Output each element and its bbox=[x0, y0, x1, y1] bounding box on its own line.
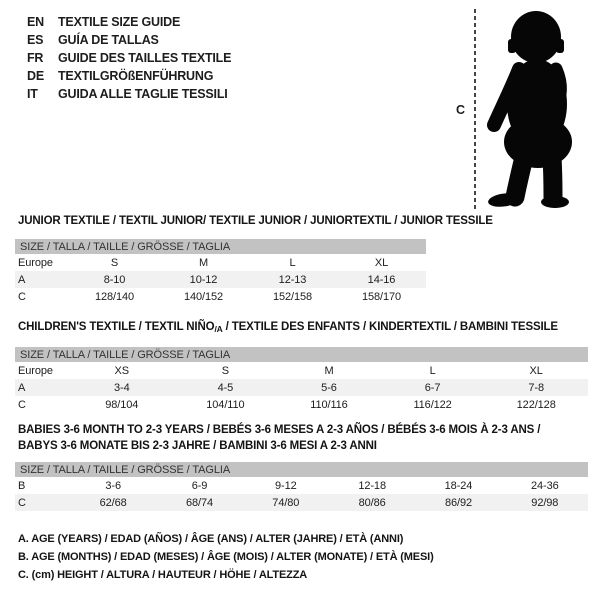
cell: 158/170 bbox=[361, 290, 402, 303]
col-header: XL bbox=[374, 256, 389, 269]
babies-title-line2: BABYS 3-6 MONATE BIS 2-3 JAHRE / BAMBINI 3-6 MESI A 2-3 ANNI bbox=[18, 439, 377, 452]
baby-arm-right bbox=[554, 69, 560, 111]
cell: 14-16 bbox=[337, 271, 426, 288]
cell: 7-8 bbox=[484, 379, 588, 396]
cell: 18-24 bbox=[444, 479, 473, 492]
size-header-bar bbox=[15, 239, 426, 254]
lang-title: GUÍA DE TALLAS bbox=[58, 33, 159, 47]
row-label: C bbox=[15, 494, 70, 511]
region-label: Europe bbox=[18, 364, 53, 377]
cell: 12-18 bbox=[358, 479, 386, 492]
baby-head bbox=[511, 11, 561, 63]
row-label: A bbox=[15, 271, 70, 288]
children-size-table bbox=[15, 347, 588, 413]
col-header: M bbox=[324, 364, 334, 377]
cell: 3-4 bbox=[70, 379, 174, 396]
cell: 6-7 bbox=[381, 379, 485, 396]
cell: 62/68 bbox=[70, 494, 156, 511]
cell: 98/104 bbox=[105, 398, 139, 411]
cell: 24-36 bbox=[531, 479, 559, 492]
junior-size-table bbox=[15, 239, 426, 305]
cell: 92/98 bbox=[502, 494, 588, 511]
size-header-label: SIZE / TALLA / TAILLE / GRÖSSE / TAGLIA bbox=[15, 462, 588, 477]
lang-row-it bbox=[27, 85, 231, 103]
lang-code: ES bbox=[27, 33, 44, 47]
footnote-a: A. AGE (YEARS) / EDAD (AÑOS) / ÂGE (ANS) / ALTER (JAHRE) / ETÀ (ANNI) bbox=[18, 533, 404, 545]
baby-silhouette bbox=[486, 9, 590, 209]
row-label: C bbox=[18, 398, 26, 411]
height-measure-dashed-line bbox=[474, 9, 476, 210]
lang-code: EN bbox=[27, 15, 44, 29]
cell: 9-12 bbox=[275, 479, 297, 492]
lang-row-de bbox=[27, 67, 231, 85]
cell: 10-12 bbox=[159, 271, 248, 288]
cell: 6-9 bbox=[191, 479, 208, 492]
lang-title: GUIDE DES TAILLES TEXTILE bbox=[58, 51, 232, 65]
children-title-subscript: /A bbox=[214, 324, 223, 334]
children-columns-row bbox=[15, 362, 588, 379]
baby-leg-left bbox=[515, 157, 524, 197]
babies-size-table bbox=[15, 462, 588, 511]
col-header: L bbox=[289, 256, 296, 269]
junior-row-a bbox=[15, 271, 426, 288]
cell: 116/122 bbox=[413, 398, 452, 411]
babies-title-line1: BABIES 3-6 MONTH TO 2-3 YEARS / BEBÉS 3-6 MESES A 2-3 AÑOS / BÉBÉS 3-6 MOIS À 2-3 ANS / bbox=[18, 424, 541, 436]
cell: 140/152 bbox=[183, 290, 224, 303]
size-header-label: SIZE / TALLA / TAILLE / GRÖSSE / TAGLIA bbox=[15, 347, 588, 362]
children-title-suffix: / TEXTILE DES ENFANTS / KINDERTEXTIL / BAMBINI TESSILE bbox=[222, 321, 558, 333]
footnote-b: B. AGE (MONTHS) / EDAD (MESES) / ÂGE (MOIS) / ALTER (MONATE) / ETÀ (MESI) bbox=[18, 551, 434, 563]
row-label: C bbox=[18, 290, 26, 303]
col-header: L bbox=[429, 364, 436, 377]
babies-row-b bbox=[15, 477, 588, 494]
footnotes bbox=[18, 530, 434, 584]
col-header: S bbox=[110, 256, 119, 269]
lang-title: TEXTILE SIZE GUIDE bbox=[58, 15, 181, 29]
size-header-bar bbox=[15, 462, 588, 477]
babies-section-title bbox=[18, 423, 540, 454]
lang-title: GUIDA ALLE TAGLIE TESSILI bbox=[58, 87, 228, 101]
junior-row-c bbox=[15, 288, 426, 305]
cell: 86/92 bbox=[415, 494, 501, 511]
cell: 122/128 bbox=[516, 398, 556, 411]
cell: 74/80 bbox=[243, 494, 329, 511]
baby-leg-right bbox=[552, 157, 553, 197]
row-label: A bbox=[15, 379, 70, 396]
cell: 12-13 bbox=[248, 271, 337, 288]
cell: 5-6 bbox=[277, 379, 381, 396]
col-header: M bbox=[198, 256, 209, 269]
size-header-label: SIZE / TALLA / TAILLE / GRÖSSE / TAGLIA bbox=[15, 239, 426, 254]
lang-code: FR bbox=[27, 51, 44, 65]
size-header-bar bbox=[15, 347, 588, 362]
lang-code: IT bbox=[27, 87, 38, 101]
language-list bbox=[27, 13, 231, 103]
lang-code: DE bbox=[27, 69, 44, 83]
children-row-a bbox=[15, 379, 588, 396]
lang-row-es bbox=[27, 31, 231, 49]
cell: 4-5 bbox=[174, 379, 278, 396]
children-section-title bbox=[18, 321, 558, 334]
col-header: S bbox=[221, 364, 230, 377]
cell: 104/110 bbox=[206, 398, 245, 411]
cell: 80/86 bbox=[329, 494, 415, 511]
cell: 8-10 bbox=[70, 271, 159, 288]
col-header: XS bbox=[114, 364, 130, 377]
junior-section-title: JUNIOR TEXTILE / TEXTIL JUNIOR/ TEXTILE JUNIOR / JUNIORTEXTIL / JUNIOR TESSILE bbox=[18, 215, 493, 227]
col-header: XL bbox=[529, 364, 543, 377]
babies-row-c bbox=[15, 494, 588, 511]
children-row-c bbox=[15, 396, 588, 413]
lang-row-fr bbox=[27, 49, 231, 67]
footnote-c: C. (cm) HEIGHT / ALTURA / HAUTEUR / HÖHE / ALTEZZA bbox=[18, 569, 308, 581]
lang-row-en bbox=[27, 13, 231, 31]
cell: 128/140 bbox=[94, 290, 135, 303]
row-label: B bbox=[18, 479, 26, 492]
lang-title: TEXTILGRÖßENFÜHRUNG bbox=[58, 69, 214, 83]
region-label: Europe bbox=[18, 256, 53, 269]
height-label-c: C bbox=[456, 103, 466, 117]
junior-columns-row bbox=[15, 254, 426, 271]
cell: 152/158 bbox=[272, 290, 313, 303]
cell: 3-6 bbox=[105, 479, 121, 492]
cell: 110/116 bbox=[310, 398, 348, 411]
cell: 68/74 bbox=[156, 494, 242, 511]
children-title-prefix: CHILDREN'S TEXTILE / TEXTIL NIÑO bbox=[18, 321, 215, 333]
